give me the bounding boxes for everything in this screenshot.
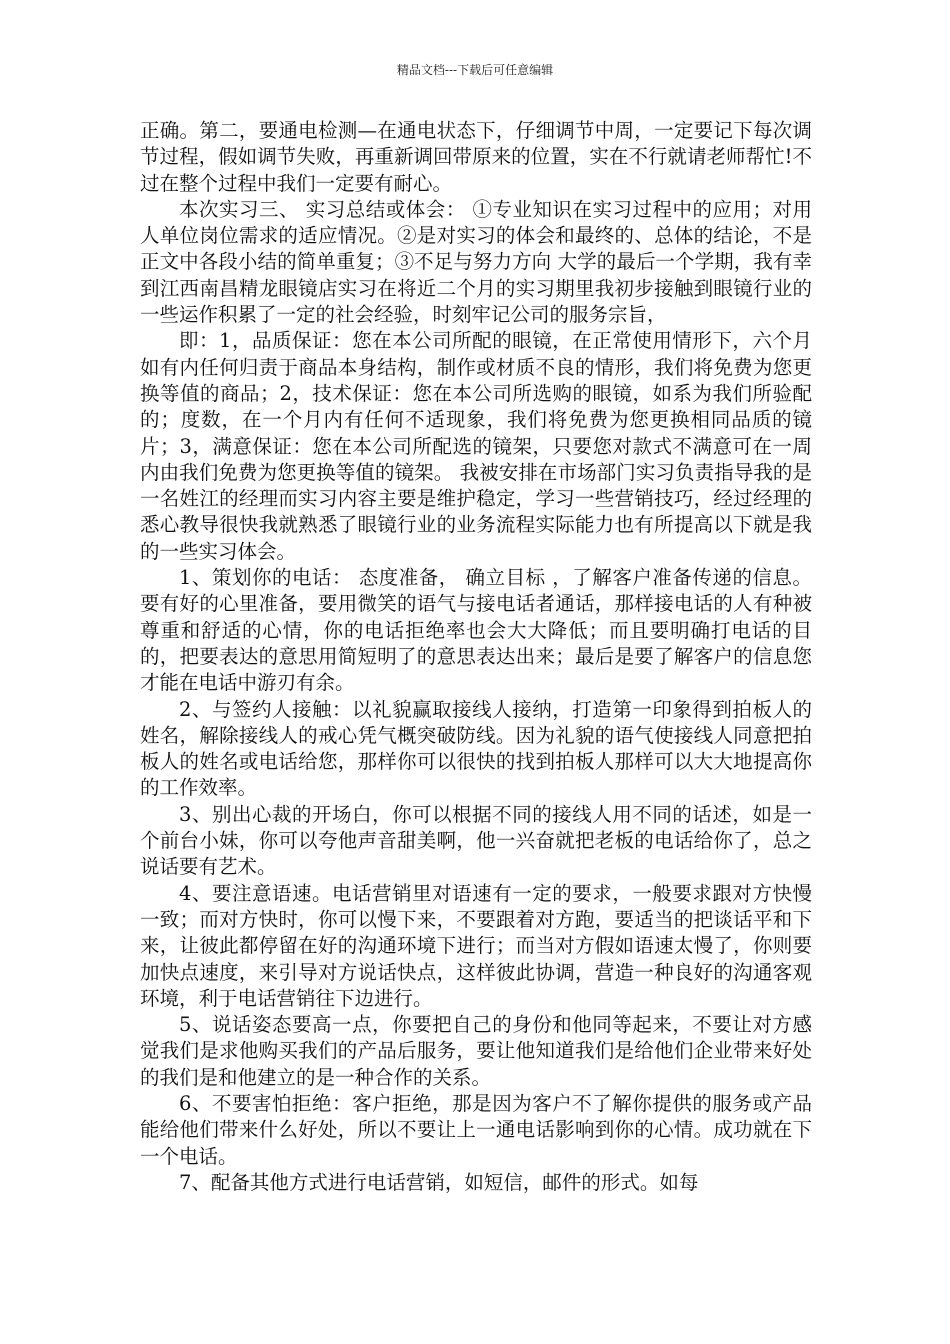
paragraph: 本次实习三、 实习总结或体会： ①专业知识在实习过程中的应用；对用人单位岗位需求的适应情况。②是对实习的体会和最终的、总体的结论，不是正文中各段小结的简单重复；③不足与努力方向 大学的最后一个学期，我有幸到江西南昌精龙眼镜店实习在将近二个月的实习期里我初步接触到眼镜行业的一些运作积累了一定的社会经验，时刻牢记公司的服务宗旨，	[140, 197, 812, 327]
paragraph: 7、配备其他方式进行电话营销，如短信，邮件的形式。如每	[179, 1170, 699, 1194]
paragraph: 6、不要害怕拒绝：客户拒绝，那是因为客户不了解你提供的服务或产品能给他们带来什么好处，所以不要让上一通电话影响到你的心情。成功就在下一个电话。	[140, 1091, 812, 1168]
paragraph: 正确。第二，要通电检测—在通电状态下，仔细调节中周，一定要记下每次调节过程，假如调节失败，再重新调回带原来的位置，实在不行就请老师帮忙!不过在整个过程中我们一定要有耐心。	[140, 119, 812, 195]
document-body	[140, 118, 812, 1196]
paragraph: 1、策划你的电话： 态度准备， 确立目标 ，了解客户准备传递的信息。要有好的心里准备，要用微笑的语气与接电话者通话，那样接电话的人有种被尊重和舒适的心情，你的电话拒绝率也会大大降低；而且要明确打电话的目的，把要表达的意思用简短明了的意思表达出来；最后是要了解客户的信息您才能在电话中游刃有余。	[140, 566, 812, 695]
paragraph: 即：1，品质保证：您在本公司所配的眼镜，在正常使用情形下，六个月如有内任何归责于商品本身结构，制作或材质不良的情形，我们将免费为您更换等值的商品；2，技术保证：您在本公司所选购的眼镜，如系为我们所验配的；度数，在一个月内有任何不适现象，我们将免费为您更换相同品质的镜片；3，满意保证：您在本公司所配选的镜架，只要您对款式不满意可在一周内由我们免费为您更换等值的镜架。 我被安排在市场部门实习负责指导我的是一名姓江的经理而实习内容主要是维护稳定，学习一些营销技巧，经过经理的悉心教导很快我就熟悉了眼镜行业的业务流程实际能力也有所提高以下就是我的一些实习体会。	[140, 329, 812, 563]
paragraph: 4、要注意语速。电话营销里对语速有一定的要求，一般要求跟对方快慢一致；而对方快时，你可以慢下来，不要跟着对方跑，要适当的把谈话平和下来，让彼此都停留在好的沟通环境下进行；而当对方假如语速太慢了，你则要加快点速度，来引导对方说话快点，这样彼此协调，营造一种良好的沟通客观环境，利于电话营销往下边进行。	[140, 881, 812, 1010]
page-header: 精品文档---下载后可任意编辑	[396, 63, 554, 77]
paragraph: 5、说话姿态要高一点，你要把自己的身份和他同等起来，不要让对方感觉我们是求他购买我们的产品后服务，要让他知道我们是给他们企业带来好处的我们是和他建立的是一种合作的关系。	[140, 1013, 812, 1089]
paragraph: 2、与签约人接触：以礼貌赢取接线人接纳，打造第一印象得到拍板人的姓名，解除接线人的戒心凭气概突破防线。因为礼貌的语气使接线人同意把拍板人的姓名或电话给您，那样你可以很快的找到拍板人那样可以大大地提高你的工作效率。	[140, 697, 812, 800]
paragraph: 3、别出心裁的开场白，你可以根据不同的接线人用不同的话述，如是一个前台小妹，你可以夸他声音甜美啊，他一兴奋就把老板的电话给你了，总之说话要有艺术。	[140, 802, 812, 879]
